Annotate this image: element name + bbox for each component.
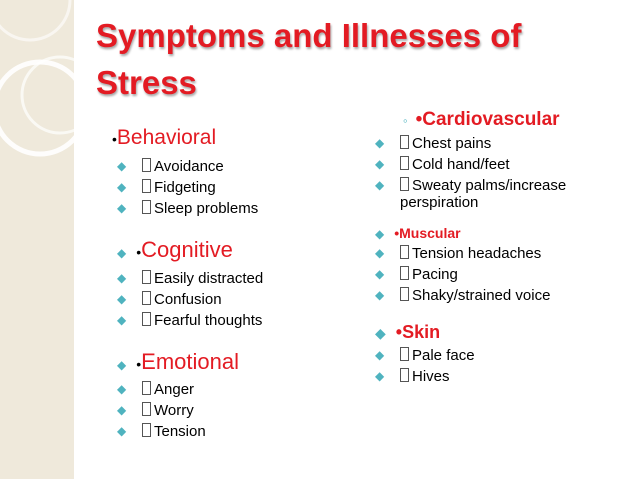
- missing-glyph-box-icon: [142, 423, 151, 437]
- diamond-bullet-icon: ◆: [117, 403, 127, 417]
- item-text: Sweaty palms/increase perspiration: [400, 177, 567, 211]
- section-heading-cardiovascular: [403, 109, 560, 132]
- diamond-bullet-icon: ◆: [117, 159, 127, 173]
- slide-title: Symptoms and Illnesses of Stress: [96, 17, 522, 101]
- diamond-bullet-icon: ◆: [375, 246, 385, 260]
- diamond-bullet-icon: ◆: [117, 180, 127, 194]
- missing-glyph-box-icon: [142, 179, 151, 193]
- item-text: Tension headaches: [412, 245, 542, 262]
- diamond-bullet-icon: ◆: [117, 246, 127, 260]
- heading-dot: •: [415, 109, 423, 130]
- heading-dot: •: [394, 225, 400, 241]
- item-text: Fidgeting: [154, 179, 216, 196]
- heading-dot: •: [395, 322, 403, 342]
- diamond-bullet-icon: ◆: [117, 358, 127, 372]
- diamond-bullet-icon: ◆: [375, 136, 385, 150]
- item-text: Worry: [154, 402, 194, 419]
- item-text: Avoidance: [154, 158, 224, 175]
- item-text: Anger: [154, 381, 195, 398]
- heading-dot: •: [136, 244, 142, 260]
- diamond-bullet-icon: ◆: [375, 267, 385, 281]
- item-text: Pacing: [412, 266, 458, 283]
- missing-glyph-box-icon: [400, 368, 409, 382]
- item-text: Tension: [154, 423, 206, 440]
- item-text: Chest pains: [412, 135, 492, 152]
- missing-glyph-box-icon: [142, 291, 151, 305]
- item-text: Cold hand/feet: [412, 156, 510, 173]
- item-text: Pale face: [412, 347, 475, 364]
- missing-glyph-box-icon: [142, 381, 151, 395]
- missing-glyph-box-icon: [400, 266, 409, 280]
- heading-label: Behavioral: [116, 126, 217, 149]
- missing-glyph-box-icon: [400, 177, 409, 191]
- missing-glyph-box-icon: [142, 312, 151, 326]
- decorative-rings-graphic: [0, 0, 74, 479]
- missing-glyph-box-icon: [142, 402, 151, 416]
- missing-glyph-box-icon: [400, 245, 409, 259]
- diamond-bullet-icon: ◆: [375, 348, 385, 362]
- heading-label: Cardiovascular: [422, 109, 560, 130]
- diamond-bullet-icon: ◆: [375, 288, 385, 302]
- heading-dot: •: [136, 356, 142, 372]
- section-heading-emotional: [117, 349, 239, 378]
- heading-label: Cognitive: [141, 237, 233, 262]
- diamond-bullet-icon: ◆: [117, 313, 127, 327]
- heading-label: Muscular: [399, 225, 461, 241]
- missing-glyph-box-icon: [142, 200, 151, 214]
- missing-glyph-box-icon: [400, 347, 409, 361]
- item-text: Hives: [412, 368, 450, 385]
- missing-glyph-box-icon: [400, 287, 409, 301]
- item-text: Confusion: [154, 291, 222, 308]
- diamond-bullet-icon: ◆: [375, 178, 385, 192]
- ring-bullet-icon: ◦: [403, 113, 408, 128]
- diamond-bullet-icon: ◆: [117, 292, 127, 306]
- section-heading-muscular: [375, 225, 461, 243]
- diamond-bullet-icon: ◆: [375, 369, 385, 383]
- diamond-bullet-icon: ◆: [117, 201, 127, 215]
- missing-glyph-box-icon: [142, 270, 151, 284]
- diamond-bullet-icon: ◆: [375, 157, 385, 171]
- decorative-sidebar: [0, 0, 74, 479]
- diamond-bullet-icon: ◆: [117, 382, 127, 396]
- item-text: Easily distracted: [154, 270, 264, 287]
- section-heading-behavioral: [112, 126, 216, 151]
- heading-label: Skin: [402, 322, 441, 342]
- diamond-bullet-icon: ◆: [375, 325, 386, 341]
- diamond-bullet-icon: ◆: [117, 424, 127, 438]
- missing-glyph-box-icon: [400, 156, 409, 170]
- item-text: Fearful thoughts: [154, 312, 263, 329]
- missing-glyph-box-icon: [142, 158, 151, 172]
- diamond-bullet-icon: ◆: [375, 227, 385, 241]
- diamond-bullet-icon: ◆: [117, 271, 127, 285]
- item-text: Shaky/strained voice: [412, 287, 551, 304]
- missing-glyph-box-icon: [400, 135, 409, 149]
- section-heading-skin: [375, 321, 440, 344]
- heading-label: Emotional: [141, 349, 239, 374]
- section-heading-cognitive: [117, 237, 233, 266]
- heading-dot: •: [112, 131, 117, 147]
- item-text: Sleep problems: [154, 200, 259, 217]
